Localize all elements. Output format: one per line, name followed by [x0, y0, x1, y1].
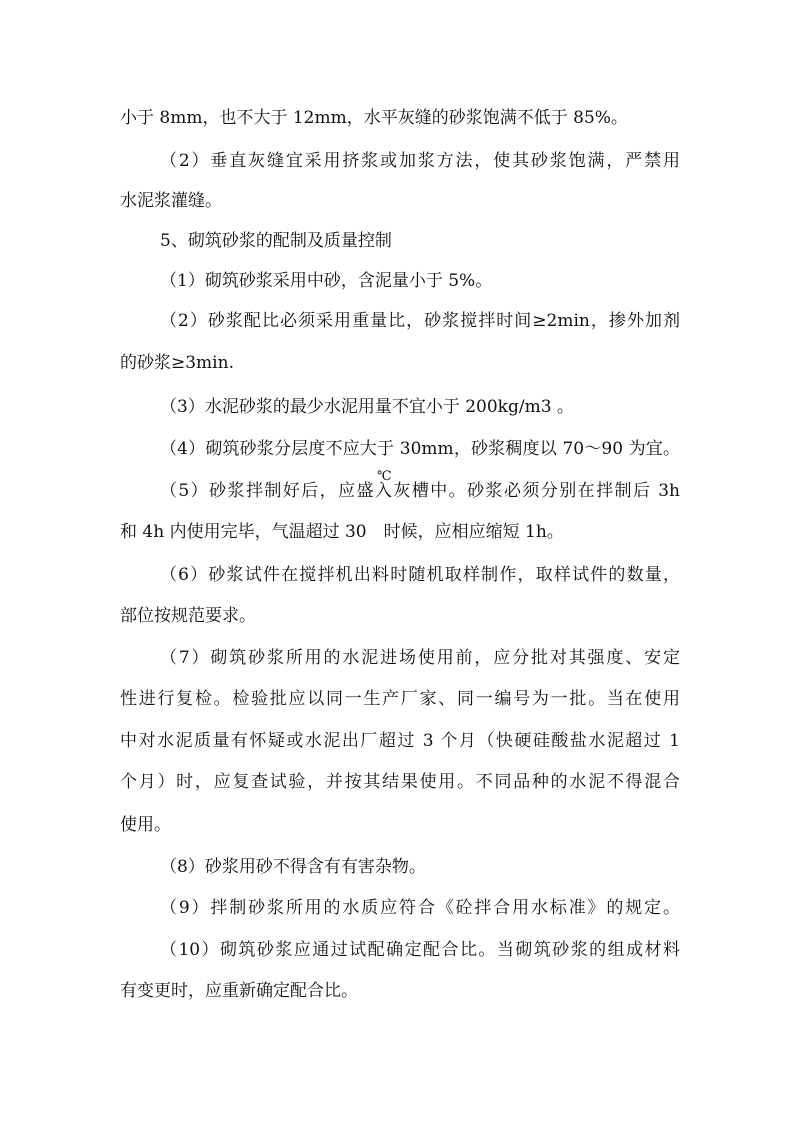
paragraph-line: （9）拌制砂浆所用的水质应符合《砼拌合用水标准》的规定。	[160, 898, 680, 918]
paragraph-line: （1）砌筑砂浆采用中砂，含泥量小于 5%。	[160, 271, 493, 291]
paragraph-line: （5）砂浆拌制好后，应盛入灰槽中。砂浆必须分别在拌制后 3h	[160, 481, 680, 501]
paragraph-line: 有变更时，应重新确定配合比。	[120, 981, 358, 1001]
paragraph-line: 和 4h 内使用完毕，气温超过 30 时候，应相应缩短 1h。	[120, 522, 564, 542]
paragraph-line: 中对水泥质量有怀疑或水泥出厂超过 3 个月（快硬硅酸盐水泥超过 1	[120, 731, 680, 751]
paragraph-line: 个月）时，应复查试验，并按其结果使用。不同品种的水泥不得混合	[120, 772, 680, 792]
paragraph-line: （4）砌筑砂浆分层度不应大于 30mm，砂浆稠度以 70～90 为宜。	[160, 439, 680, 459]
paragraph-line: （6）砂浆试件在搅拌机出料时随机取样制作，取样试件的数量，	[160, 565, 680, 585]
paragraph-line: 使用。	[120, 815, 171, 835]
paragraph-line: （2）砂浆配比必须采用重量比，砂浆搅拌时间≥2min，掺外加剂	[160, 311, 680, 331]
paragraph-line: 的砂浆≥3min.	[120, 353, 234, 373]
paragraph-line: 性进行复检。检验批应以同一生产厂家、同一编号为一批。当在使用	[120, 689, 680, 709]
paragraph-line: （10）砌筑砂浆应通过试配确定配合比。当砌筑砂浆的组成材料	[160, 940, 680, 960]
paragraph-line: （2）垂直灰缝宜采用挤浆或加浆方法，使其砂浆饱满，严禁用	[160, 151, 680, 171]
section-heading: 5、砌筑砂浆的配制及质量控制	[160, 231, 392, 251]
paragraph-line: 水泥浆灌缝。	[120, 191, 222, 211]
paragraph-line: （7）砌筑砂浆所用的水泥进场使用前，应分批对其强度、安定	[160, 648, 680, 668]
paragraph-line: （3）水泥砂浆的最少水泥用量不宜小于 200kg/m3 。	[160, 397, 574, 417]
paragraph-line: 小于 8mm，也不大于 12mm，水平灰缝的砂浆饱满不低于 85%。	[120, 108, 628, 128]
paragraph-line: 部位按规范要求。	[120, 606, 256, 626]
paragraph-line: （8）砂浆用砂不得含有有害杂物。	[160, 857, 426, 877]
degree-symbol: ℃	[377, 469, 392, 484]
